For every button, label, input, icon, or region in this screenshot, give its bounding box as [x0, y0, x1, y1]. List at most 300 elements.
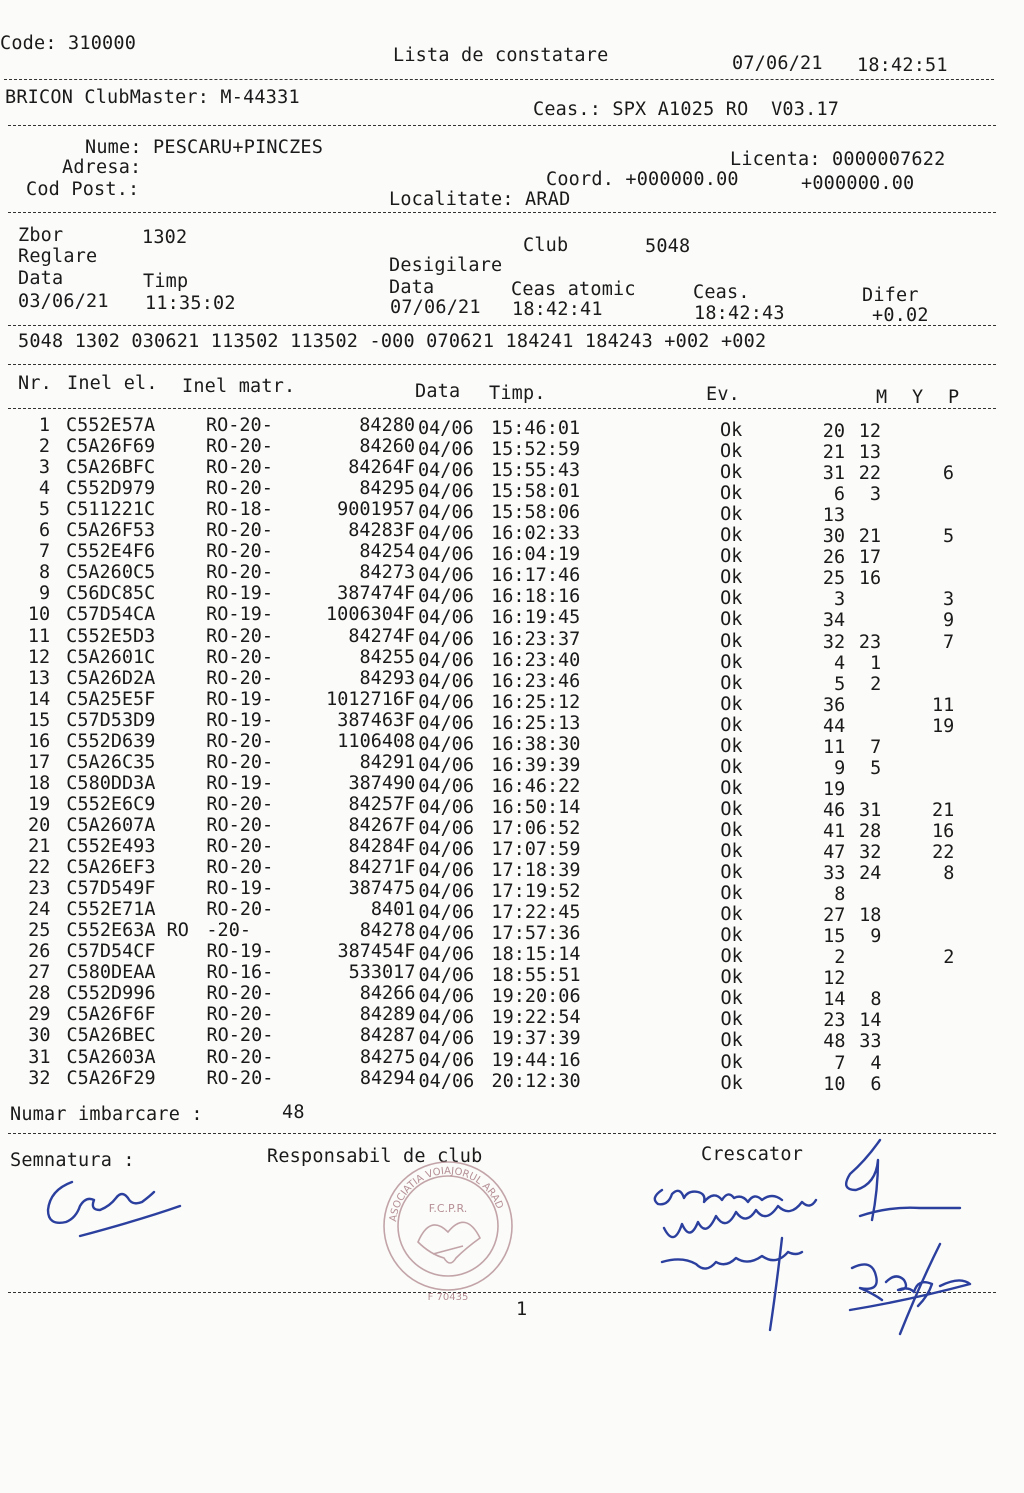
- cell-m: 3: [834, 589, 846, 611]
- cell-electronic-ring: C552E493: [66, 836, 156, 857]
- cell-electronic-ring: C5A26EF3: [66, 857, 156, 879]
- cell-electronic-ring: C552E71A: [66, 899, 156, 921]
- cell-m: 30: [822, 526, 846, 548]
- cell-nr: 29: [28, 1004, 51, 1026]
- cell-m: 32: [822, 631, 846, 653]
- cell-ring-number: 9001957: [337, 499, 416, 521]
- cell-time: 16:17:46: [491, 565, 581, 587]
- col-header-nr: Nr.: [18, 373, 53, 394]
- cell-ring-series: RO-20-: [206, 625, 273, 647]
- owner-name: Nume: PESCARU+PINCZES: [85, 137, 324, 158]
- cell-nr: 31: [28, 1046, 51, 1068]
- divider: [8, 125, 996, 126]
- cell-ring-series: RO-20-: [206, 983, 274, 1005]
- cell-ring-number: 387474F: [337, 583, 416, 605]
- cell-date: 04/06: [418, 986, 475, 1008]
- cell-ring-number: 1012716F: [326, 688, 416, 710]
- cell-time: 16:18:16: [491, 586, 581, 608]
- cell-p: 2: [943, 947, 955, 969]
- cell-electronic-ring: C5A26F29: [66, 1067, 156, 1089]
- cell-event: Ok: [720, 798, 743, 820]
- cell-date: 04/06: [418, 712, 474, 734]
- cell-time: 19:22:54: [491, 1007, 581, 1029]
- signatures: [0, 1120, 1024, 1350]
- cell-time: 17:07:59: [491, 839, 581, 860]
- cell-electronic-ring: C5A2607A: [66, 814, 156, 836]
- cell-date: 04/06: [418, 965, 475, 987]
- cell-ring-series: RO-20-: [206, 814, 274, 836]
- cell-nr: 10: [27, 604, 51, 626]
- cell-nr: 28: [28, 983, 51, 1005]
- cell-time: 17:06:52: [491, 817, 581, 839]
- setting-date: 03/06/21: [18, 291, 109, 312]
- divider: [8, 212, 996, 213]
- cell-date: 04/06: [418, 860, 475, 882]
- cell-y: 16: [858, 568, 882, 590]
- cell-y: 22: [858, 463, 882, 485]
- unsealing-date-label: Data: [389, 277, 435, 298]
- col-header-ring-number: Inel matr.: [182, 376, 296, 397]
- cell-ring-number: 84257F: [348, 793, 416, 815]
- cell-ring-series: RO-20-: [206, 415, 273, 436]
- club-number: 5048: [645, 236, 691, 257]
- cell-electronic-ring: C5A26C35: [66, 751, 156, 773]
- cell-ring-number: 84260: [359, 436, 416, 458]
- cell-time: 15:55:43: [491, 460, 581, 482]
- cell-nr: 17: [28, 751, 51, 773]
- cell-event: Ok: [720, 883, 743, 905]
- cell-ring-number: 533017: [348, 962, 416, 984]
- cell-electronic-ring: C552E5D3: [66, 625, 156, 647]
- cell-electronic-ring: C5A2603A: [66, 1046, 156, 1068]
- cell-ring-number: 1006304F: [326, 604, 416, 626]
- cell-date: 04/06: [418, 460, 474, 482]
- cell-m: 31: [822, 463, 846, 485]
- cell-nr: 22: [28, 857, 51, 879]
- cell-ring-number: 84271F: [348, 857, 416, 879]
- cell-nr: 11: [27, 625, 51, 647]
- cell-y: 2: [870, 673, 882, 695]
- breeder-signature-1: [655, 1190, 782, 1204]
- cell-date: 04/06: [418, 691, 474, 713]
- cell-ring-number: 387475: [348, 878, 416, 900]
- cell-ring-series: RO-20-: [206, 436, 273, 458]
- cell-nr: 32: [28, 1067, 51, 1089]
- cell-y: 23: [858, 631, 882, 653]
- cell-date: 04/06: [418, 839, 475, 860]
- cell-event: Ok: [720, 483, 743, 505]
- semnatura-signature: [48, 1182, 180, 1236]
- club-responsible-label: Responsabil de club: [267, 1146, 483, 1167]
- cell-ring-number: 387463F: [337, 709, 416, 731]
- cell-ring-series: RO-20-: [206, 1025, 274, 1047]
- cell-nr: 14: [27, 688, 51, 710]
- cell-ring-number: 387454F: [337, 941, 416, 963]
- cell-date: 04/06: [418, 944, 475, 966]
- col-header-p: P: [948, 387, 960, 408]
- cell-date: 04/06: [418, 628, 474, 650]
- cell-event: Ok: [720, 609, 743, 631]
- cell-nr: 19: [28, 793, 51, 815]
- cell-m: 13: [822, 505, 846, 527]
- cell-time: 19:37:39: [491, 1028, 581, 1050]
- cell-m: 7: [834, 1052, 846, 1074]
- cell-date: 04/06: [418, 817, 475, 839]
- cell-nr: 12: [27, 646, 51, 668]
- summary-line: 5048 1302 030621 113502 113502 -000 070621 184241 184243 +002 +002: [18, 331, 767, 352]
- cell-ring-series: RO-19-: [206, 583, 273, 605]
- cell-ring-number: 84291: [359, 751, 416, 773]
- cell-y: 1: [870, 652, 882, 674]
- licence-number: Licenta: 0000007622: [730, 149, 946, 170]
- cell-time: 16:25:13: [491, 712, 581, 734]
- setting-time: 11:35:02: [145, 293, 236, 314]
- cell-event: Ok: [720, 546, 743, 568]
- cell-ring-series: RO-20-: [206, 751, 274, 773]
- stamp-text-bottom: F 70435: [427, 1292, 469, 1303]
- cell-electronic-ring: C552E57A: [66, 415, 156, 436]
- unsealing-date: 07/06/21: [390, 297, 481, 318]
- cell-y: 7: [870, 736, 882, 758]
- cell-electronic-ring: C5A25E5F: [66, 688, 156, 710]
- cell-ring-series: RO-20-: [206, 1067, 274, 1089]
- cell-nr: 27: [28, 962, 51, 984]
- cell-ring-number: 84283F: [348, 520, 416, 542]
- cell-ring-series: RO-20-: [206, 857, 274, 879]
- cell-date: 04/06: [418, 881, 475, 903]
- cell-ring-number: 84254: [359, 541, 416, 563]
- cell-ring-number: 84284F: [348, 836, 416, 857]
- cell-time: 16:23:37: [491, 628, 581, 650]
- atomic-clock-label: Ceas atomic: [511, 279, 636, 300]
- cell-event: Ok: [720, 988, 743, 1010]
- clock-time: 18:42:43: [694, 303, 785, 324]
- cell-electronic-ring: C57D54CA: [66, 604, 156, 626]
- cell-m: 36: [822, 694, 846, 716]
- cell-ring-number: 84295: [359, 478, 416, 500]
- cell-ring-series: RO-19-: [206, 941, 274, 963]
- cell-electronic-ring: C580DD3A: [66, 772, 156, 794]
- cell-date: 04/06: [418, 565, 474, 587]
- cell-y: 24: [859, 863, 882, 885]
- cell-nr: 30: [28, 1025, 51, 1047]
- cell-electronic-ring: C5A26F69: [66, 436, 156, 458]
- cell-m: 9: [834, 757, 846, 779]
- cell-date: 04/06: [418, 502, 474, 524]
- cell-electronic-ring: C5A26D2A: [66, 667, 156, 689]
- cell-y: 6: [870, 1073, 882, 1095]
- cell-m: 14: [823, 989, 846, 1011]
- cell-y: 17: [858, 547, 882, 569]
- cell-m: 10: [823, 1073, 846, 1095]
- col-header-m: M: [876, 387, 888, 408]
- cell-time: 16:19:45: [491, 607, 581, 629]
- cell-event: Ok: [720, 630, 743, 652]
- coordinates-x: Coord. +000000.00: [546, 169, 739, 190]
- cell-time: 16:46:22: [491, 775, 581, 797]
- col-header-date: Data: [415, 381, 461, 402]
- cell-electronic-ring: C552E4F6: [66, 541, 156, 563]
- cell-m: 47: [823, 842, 846, 863]
- divider: [4, 79, 994, 80]
- cell-nr: 25: [28, 920, 51, 942]
- cell-time: 18:55:51: [491, 965, 581, 987]
- flight-number: 1302: [142, 227, 188, 248]
- cell-p: 16: [932, 820, 955, 842]
- col-header-time: Timp.: [489, 383, 546, 404]
- cell-time: 16:02:33: [491, 523, 581, 545]
- cell-m: 8: [834, 884, 846, 906]
- cell-ring-number: 387490: [348, 772, 416, 794]
- cell-p: 21: [932, 799, 955, 821]
- cell-ring-series: RO-20-: [206, 730, 274, 752]
- cell-electronic-ring: C552E63A RO: [66, 920, 189, 942]
- cell-ring-series: RO-19-: [206, 878, 274, 900]
- cell-event: Ok: [720, 967, 743, 989]
- cell-m: 48: [823, 1031, 846, 1053]
- cell-time: 18:15:14: [491, 944, 581, 966]
- cell-m: 12: [823, 968, 846, 990]
- print-date: 07/06/21: [732, 53, 823, 74]
- cell-nr: 15: [27, 709, 51, 731]
- cell-time: 15:58:01: [491, 481, 581, 503]
- cell-event: Ok: [720, 1009, 743, 1031]
- cell-event: Ok: [720, 420, 743, 441]
- col-header-event: Ev.: [706, 384, 741, 405]
- cell-ring-series: RO-20-: [206, 562, 273, 584]
- cell-nr: 20: [28, 814, 51, 836]
- cell-event: Ok: [720, 672, 743, 694]
- cell-date: 04/06: [418, 649, 474, 671]
- cell-event: Ok: [720, 735, 743, 757]
- cell-date: 04/06: [418, 1028, 475, 1050]
- cell-ring-series: RO-19-: [206, 688, 274, 710]
- cell-time: 15:46:01: [491, 418, 581, 439]
- cell-nr: 21: [28, 836, 51, 857]
- cell-ring-series: RO-18-: [206, 499, 273, 521]
- cell-date: 04/06: [418, 418, 474, 439]
- cell-time: 17:19:52: [491, 881, 581, 903]
- cell-p: 19: [931, 715, 955, 737]
- stamp-text-mid: F.C.P.R.: [428, 1202, 468, 1215]
- cell-ring-series: RO-20-: [206, 541, 273, 563]
- cell-m: 20: [822, 421, 845, 442]
- clock-id: Ceas.: SPX A1025 RO V03.17: [533, 99, 840, 120]
- divider: [8, 325, 996, 326]
- cell-date: 04/06: [418, 586, 474, 608]
- cell-p: 3: [943, 589, 955, 611]
- cell-nr: 13: [27, 667, 51, 689]
- cell-electronic-ring: C511221C: [66, 499, 156, 521]
- cell-ring-number: 84255: [359, 646, 416, 668]
- breeder-signature-3: [662, 1238, 802, 1330]
- cell-event: Ok: [720, 841, 743, 862]
- cell-ring-series: RO-20-: [206, 793, 274, 815]
- cell-y: 21: [858, 526, 882, 548]
- cell-m: 33: [823, 863, 846, 885]
- cell-time: 16:50:14: [491, 796, 581, 818]
- document-title: Lista de constatare: [393, 45, 609, 66]
- cell-event: Ok: [720, 925, 743, 947]
- cell-electronic-ring: C552D996: [66, 983, 156, 1005]
- cell-m: 46: [823, 799, 846, 821]
- cell-event: Ok: [720, 504, 743, 526]
- cell-time: 16:23:40: [491, 649, 581, 671]
- cell-electronic-ring: C57D53D9: [66, 709, 156, 731]
- cell-y: 32: [859, 842, 882, 863]
- cell-ring-number: 84273: [359, 562, 416, 584]
- cell-date: 04/06: [418, 775, 474, 797]
- cell-event: Ok: [720, 756, 743, 778]
- cell-nr: 9: [39, 583, 51, 605]
- cell-date: 04/06: [418, 670, 474, 692]
- cell-ring-number: 84294: [359, 1067, 416, 1089]
- cell-ring-number: 84267F: [348, 814, 416, 836]
- cell-ring-series: RO-19-: [206, 709, 274, 731]
- col-header-electronic-ring: Inel el.: [67, 373, 158, 394]
- cell-ring-series: RO-20-: [206, 520, 273, 542]
- flight-label: Zbor: [18, 225, 64, 246]
- cell-nr: 23: [28, 878, 51, 900]
- cell-time: 17:57:36: [491, 923, 581, 945]
- cell-nr: 5: [38, 499, 51, 521]
- cell-nr: 1: [38, 415, 50, 436]
- locality: Localitate: ARAD: [389, 189, 571, 210]
- cell-y: 28: [859, 820, 882, 842]
- cell-m: 6: [833, 484, 846, 506]
- cell-time: 16:23:46: [491, 670, 581, 692]
- cell-event: Ok: [720, 946, 743, 968]
- cell-time: 17:22:45: [491, 902, 581, 924]
- cell-electronic-ring: C552D639: [66, 730, 156, 752]
- cell-date: 04/06: [418, 439, 474, 461]
- cell-time: 17:18:39: [491, 860, 581, 882]
- embarked-count-label: Numar imbarcare :: [10, 1104, 203, 1125]
- cell-event: Ok: [720, 904, 743, 926]
- cell-date: 04/06: [418, 607, 474, 629]
- divider: [8, 364, 996, 365]
- cell-date: 04/06: [418, 1007, 475, 1029]
- cell-electronic-ring: C5A26F6F: [66, 1004, 156, 1026]
- cell-event: Ok: [720, 862, 743, 884]
- cell-event: Ok: [720, 777, 743, 799]
- cell-electronic-ring: C57D54CF: [66, 941, 156, 963]
- cell-ring-number: 84280: [359, 415, 415, 436]
- cell-ring-number: 84289: [359, 1004, 416, 1026]
- cell-date: 04/06: [418, 923, 475, 945]
- embarked-count: 48: [282, 1102, 305, 1123]
- setting-time-label: Timp: [143, 271, 189, 292]
- cell-m: 11: [822, 736, 846, 758]
- cell-electronic-ring: C5A26BFC: [66, 457, 156, 479]
- cell-event: Ok: [720, 525, 743, 547]
- cell-time: 16:25:12: [491, 691, 581, 713]
- cell-electronic-ring: C552D979: [66, 478, 156, 500]
- cell-date: 04/06: [418, 796, 475, 818]
- cell-nr: 16: [27, 730, 51, 752]
- clubmaster-id: BRICON ClubMaster: M-44331: [5, 87, 300, 108]
- cell-ring-number: 84287: [359, 1025, 416, 1047]
- cell-nr: 18: [28, 772, 51, 794]
- cell-m: 26: [822, 547, 846, 569]
- cell-event: Ok: [720, 651, 743, 673]
- cell-m: 2: [834, 947, 846, 969]
- cell-y: 18: [859, 905, 882, 927]
- difference-label: Difer: [862, 285, 919, 306]
- cell-y: 12: [858, 421, 881, 442]
- cell-ring-series: RO-20-: [206, 457, 273, 479]
- cell-ring-series: RO-16-: [206, 962, 274, 984]
- cell-date: 04/06: [418, 523, 474, 545]
- club-label: Club: [523, 235, 569, 256]
- cell-nr: 26: [28, 941, 51, 963]
- setting-label: Reglare: [18, 246, 98, 267]
- cell-ring-series: RO-20-: [206, 646, 274, 668]
- cell-time: 15:52:59: [491, 439, 581, 461]
- cell-nr: 8: [38, 562, 51, 584]
- cell-ring-number: 84278: [359, 920, 416, 942]
- cell-ring-number: 84264F: [348, 457, 416, 479]
- cell-ring-number: 8401: [370, 899, 416, 921]
- owner-postcode: Cod Post.:: [26, 179, 140, 200]
- cell-event: Ok: [720, 819, 743, 841]
- cell-nr: 7: [38, 541, 51, 563]
- cell-y: 4: [870, 1052, 882, 1074]
- cell-time: 16:39:39: [491, 754, 581, 776]
- cell-p: 7: [943, 631, 955, 653]
- cell-p: 9: [943, 610, 955, 632]
- cell-nr: 2: [38, 436, 51, 458]
- cell-ring-series: RO-20-: [206, 667, 274, 689]
- cell-y: 13: [858, 442, 882, 464]
- cell-y: 9: [870, 926, 882, 948]
- cell-electronic-ring: C580DEAA: [66, 962, 156, 984]
- cell-time: 20:12:30: [491, 1070, 581, 1092]
- cell-m: 25: [822, 568, 846, 590]
- cell-p: 6: [942, 463, 955, 485]
- cell-date: 04/06: [418, 754, 474, 776]
- cell-time: 16:04:19: [491, 544, 581, 566]
- cell-event: Ok: [720, 714, 743, 736]
- cell-event: Ok: [720, 1030, 743, 1052]
- print-time: 18:42:51: [857, 55, 948, 76]
- cell-event: Ok: [720, 1051, 743, 1073]
- signature-label: Semnatura :: [10, 1150, 135, 1171]
- cell-y: 8: [870, 989, 882, 1011]
- cell-time: 15:58:06: [491, 502, 581, 524]
- cell-ring-series: RO-20-: [206, 478, 273, 500]
- atomic-clock-time: 18:42:41: [512, 299, 603, 320]
- cell-p: 11: [931, 694, 955, 716]
- cell-m: 44: [822, 715, 846, 737]
- cell-ring-series: RO-20-: [206, 1004, 274, 1026]
- cell-p: 5: [942, 526, 955, 548]
- divider: [8, 408, 996, 409]
- owner-address: Adresa:: [62, 157, 142, 178]
- cell-m: 23: [823, 1010, 846, 1032]
- cell-m: 41: [823, 820, 846, 842]
- cell-date: 04/06: [418, 902, 475, 924]
- breeder-label: Crescator: [701, 1144, 804, 1165]
- cell-electronic-ring: C57D549F: [66, 878, 156, 900]
- cell-y: 33: [859, 1031, 882, 1053]
- cell-event: Ok: [720, 441, 743, 463]
- cell-electronic-ring: C5A26F53: [66, 520, 156, 542]
- setting-date-label: Data: [18, 268, 64, 289]
- cell-electronic-ring: C552E6C9: [66, 793, 156, 815]
- cell-p: 22: [932, 842, 955, 863]
- cell-m: 21: [822, 442, 846, 464]
